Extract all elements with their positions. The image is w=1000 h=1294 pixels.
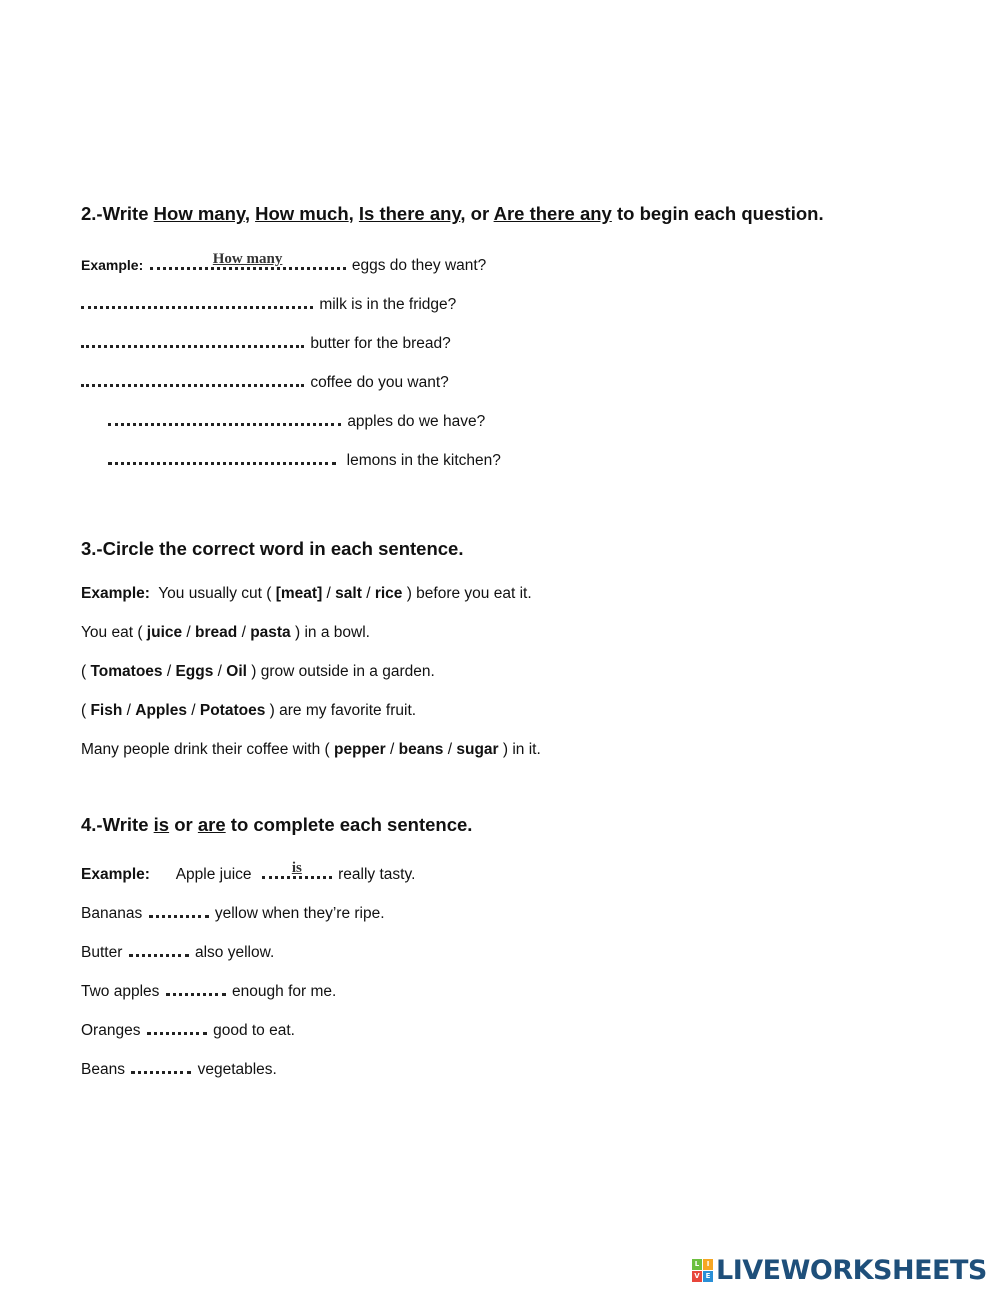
- section-2-item-1: [81, 290, 456, 314]
- answer-blank-4-2[interactable]: [129, 938, 189, 957]
- answer-blank-4-1[interactable]: [149, 899, 209, 918]
- question-text: lemons in the kitchen?: [346, 452, 501, 469]
- question-text: milk is in the fridge?: [319, 296, 457, 313]
- section-2-item-2: [81, 329, 451, 353]
- choice-oil[interactable]: Oil: [226, 663, 247, 680]
- choice-pasta[interactable]: pasta: [250, 624, 291, 641]
- slash: /: [385, 741, 399, 758]
- slash: /: [186, 702, 200, 719]
- sentence-text: yellow when they’re ripe.: [214, 905, 385, 922]
- choice-pepper[interactable]: pepper: [334, 741, 386, 758]
- section-2-item-5: [108, 446, 501, 470]
- sentence-text: (: [81, 702, 91, 719]
- choice-fish[interactable]: Fish: [90, 702, 123, 719]
- sentence-text: good to eat.: [213, 1022, 295, 1039]
- slash: /: [213, 663, 227, 680]
- slash: /: [322, 585, 336, 602]
- logo-mark-tile: E: [703, 1271, 713, 1282]
- answer-blank-2-2[interactable]: [81, 329, 304, 348]
- option-is-there-any: Is there any: [358, 203, 461, 224]
- section-3-title: 3.-Circle the correct word in each sentence.: [81, 538, 464, 559]
- slash: /: [237, 624, 251, 641]
- question-text: butter for the bread?: [310, 335, 451, 352]
- choice-sugar[interactable]: sugar: [456, 741, 499, 758]
- section-4-sentence-2: [81, 938, 274, 962]
- section-4-title-prefix: 4.-Write: [81, 814, 154, 835]
- section-4-title-suffix: to complete each sentence.: [225, 814, 473, 835]
- sentence-text: vegetables.: [197, 1061, 277, 1078]
- choice-apples[interactable]: Apples: [135, 702, 187, 719]
- section-3-sentence-2: [81, 663, 435, 681]
- example-choice-1: [meat]: [275, 585, 323, 602]
- sentence-text: ) grow outside in a garden.: [246, 663, 435, 680]
- separator: ,: [244, 203, 256, 224]
- separator: , or: [460, 203, 494, 224]
- sentence-text: ) in a bowl.: [290, 624, 370, 641]
- section-2-title-suffix: to begin each question.: [611, 203, 824, 224]
- example-choice-2: salt: [335, 585, 362, 602]
- section-4-sentence-1: [81, 899, 385, 923]
- separator: ,: [348, 203, 359, 224]
- logo-mark-tile: V: [692, 1271, 702, 1282]
- sentence-text: Butter: [81, 944, 123, 961]
- example-label: Example:: [81, 866, 150, 883]
- sentence-text: Beans: [81, 1061, 125, 1078]
- sentence-text: ) in it.: [498, 741, 541, 758]
- example-choice-3: rice: [374, 585, 403, 602]
- choice-tomatoes[interactable]: Tomatoes: [90, 663, 163, 680]
- section-4-example: [81, 860, 415, 884]
- logo-text: LIVEWORKSHEETS: [716, 1255, 987, 1286]
- option-are: are: [197, 814, 226, 835]
- section-3-sentence-3: [81, 702, 416, 720]
- answer-blank-2-3[interactable]: [81, 368, 304, 387]
- slash: /: [443, 741, 457, 758]
- example-label: Example:: [81, 257, 144, 273]
- section-3-sentence-1: [81, 624, 370, 642]
- example-answer: How many: [212, 251, 283, 267]
- answer-blank-2-4[interactable]: [108, 407, 341, 426]
- sentence-text: also yellow.: [194, 944, 275, 961]
- liveworksheets-logo-icon: [692, 1259, 714, 1283]
- question-text: apples do we have?: [347, 413, 486, 430]
- answer-blank-2-1[interactable]: [81, 290, 313, 309]
- option-how-many: How many: [153, 203, 245, 224]
- section-4-sentence-4: [81, 1016, 295, 1040]
- choice-eggs[interactable]: Eggs: [175, 663, 214, 680]
- sentence-text: You usually cut (: [158, 585, 276, 602]
- logo-mark-tile: L: [692, 1259, 702, 1270]
- section-3-sentence-4: [81, 741, 541, 759]
- example-answer-blank: [150, 251, 346, 270]
- slash: /: [162, 663, 176, 680]
- slash: /: [122, 702, 136, 719]
- sentence-text: Apple juice: [175, 866, 252, 883]
- sentence-text: Two apples: [81, 983, 160, 1000]
- choice-potatoes[interactable]: Potatoes: [199, 702, 266, 719]
- option-is: is: [153, 814, 170, 835]
- choice-beans[interactable]: beans: [398, 741, 444, 758]
- section-2-title-prefix: 2.-Write: [81, 203, 154, 224]
- sentence-text: really tasty.: [338, 866, 416, 883]
- separator: or: [169, 814, 198, 835]
- sentence-text: Bananas: [81, 905, 143, 922]
- section-4-title: [81, 814, 472, 836]
- section-4-sentence-3: [81, 977, 336, 1001]
- slash: /: [361, 585, 375, 602]
- example-answer: is: [291, 860, 302, 876]
- sentence-text: You eat (: [81, 624, 147, 641]
- choice-bread[interactable]: bread: [195, 624, 238, 641]
- section-2-title: [81, 203, 824, 225]
- sentence-text: enough for me.: [232, 983, 337, 1000]
- logo-mark-tile: I: [703, 1259, 713, 1270]
- option-how-much: How much: [255, 203, 349, 224]
- section-2-item-3: [81, 368, 449, 392]
- section-2-example: [81, 251, 486, 275]
- answer-blank-4-3[interactable]: [166, 977, 226, 996]
- section-2-item-4: [108, 407, 485, 431]
- answer-blank-2-5[interactable]: [108, 446, 336, 465]
- sentence-text: Oranges: [81, 1022, 141, 1039]
- example-label: Example:: [81, 585, 150, 602]
- example-answer-blank: [262, 860, 332, 879]
- option-are-there-any: Are there any: [493, 203, 612, 224]
- example-text: eggs do they want?: [351, 257, 487, 274]
- sentence-text: (: [81, 663, 91, 680]
- sentence-text: ) are my favorite fruit.: [265, 702, 417, 719]
- sentence-text: ) before you eat it.: [402, 585, 532, 602]
- slash: /: [182, 624, 196, 641]
- question-text: coffee do you want?: [310, 374, 449, 391]
- section-4-sentence-5: [81, 1055, 277, 1079]
- answer-blank-4-5[interactable]: [131, 1055, 191, 1074]
- answer-blank-4-4[interactable]: [147, 1016, 207, 1035]
- sentence-text: Many people drink their coffee with (: [81, 741, 335, 758]
- choice-juice[interactable]: juice: [146, 624, 183, 641]
- section-3-example: [81, 585, 532, 603]
- liveworksheets-logo[interactable]: [692, 1254, 992, 1288]
